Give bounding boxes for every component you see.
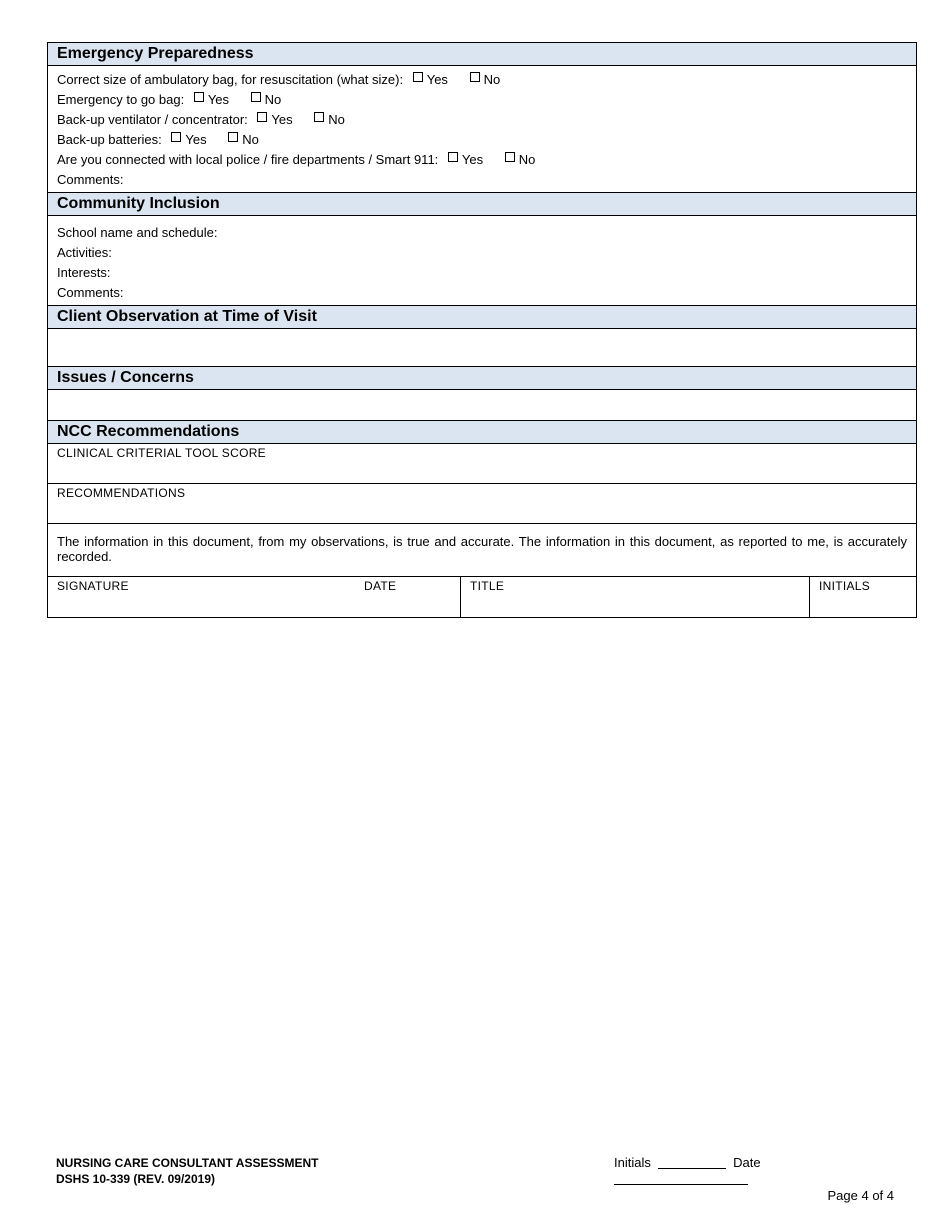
ncc-section-header: NCC Recommendations bbox=[48, 420, 916, 444]
interests-field[interactable]: Interests: bbox=[57, 265, 111, 280]
activities-field[interactable]: Activities: bbox=[57, 245, 112, 260]
no-label: No bbox=[328, 112, 345, 127]
yes-label: Yes bbox=[207, 92, 230, 107]
go-bag-no-checkbox[interactable] bbox=[251, 92, 261, 102]
recommendations-label: RECOMMENDATIONS bbox=[57, 486, 186, 500]
signature-field[interactable] bbox=[48, 577, 461, 617]
ventilator-yes-checkbox[interactable] bbox=[257, 112, 267, 122]
issues-field[interactable] bbox=[48, 390, 916, 420]
police-fire-question: Are you connected with local police / fire departments / Smart 911: bbox=[57, 152, 439, 167]
no-label: No bbox=[264, 92, 282, 107]
attestation-text: The information in this document, from my observations, is true and accurate. The information in this document, as reported to me, is accurately recorded. bbox=[48, 524, 916, 577]
page-number: Page 4 of 4 bbox=[827, 1188, 894, 1203]
ventilator-row bbox=[57, 110, 907, 130]
footer-form-info bbox=[56, 1155, 318, 1187]
footer-date-line[interactable] bbox=[614, 1171, 748, 1185]
batteries-no-checkbox[interactable] bbox=[228, 132, 238, 142]
footer-initials-line[interactable] bbox=[658, 1155, 726, 1169]
date-label: DATE bbox=[364, 579, 397, 593]
signature-label: SIGNATURE bbox=[57, 579, 129, 593]
observation-field[interactable] bbox=[48, 329, 916, 366]
emergency-section-header: Emergency Preparedness bbox=[48, 43, 916, 66]
yes-label: Yes bbox=[185, 132, 207, 147]
form-name: NURSING CARE CONSULTANT ASSESSMENT bbox=[56, 1156, 319, 1170]
community-comments-field[interactable]: Comments: bbox=[57, 285, 124, 300]
no-label: No bbox=[518, 152, 536, 167]
yes-label: Yes bbox=[271, 112, 293, 127]
yes-label: Yes bbox=[461, 152, 484, 167]
footer-initials-label: Initials bbox=[614, 1155, 651, 1170]
footer-initials-date bbox=[614, 1155, 894, 1204]
no-label: No bbox=[483, 72, 501, 87]
police-fire-no-checkbox[interactable] bbox=[505, 152, 515, 162]
title-label: TITLE bbox=[470, 579, 505, 593]
go-bag-yes-checkbox[interactable] bbox=[194, 92, 204, 102]
emergency-comments-field[interactable]: Comments: bbox=[57, 172, 124, 187]
tool-score-label: CLINICAL CRITERIAL TOOL SCORE bbox=[57, 446, 266, 460]
form-id: DSHS 10-339 (REV. 09/2019) bbox=[56, 1172, 215, 1186]
ambu-bag-no-checkbox[interactable] bbox=[470, 72, 480, 82]
signature-row bbox=[48, 577, 916, 617]
ambu-bag-question: Correct size of ambulatory bag, for resuscitation (what size): bbox=[57, 72, 404, 87]
recommendations-field[interactable] bbox=[48, 484, 916, 524]
no-label: No bbox=[242, 132, 259, 147]
assessment-form bbox=[47, 42, 917, 618]
initials-field[interactable] bbox=[810, 577, 916, 617]
initials-label: INITIALS bbox=[819, 579, 871, 593]
community-section-header: Community Inclusion bbox=[48, 192, 916, 216]
go-bag-question: Emergency to go bag: bbox=[57, 92, 185, 107]
tool-score-field[interactable] bbox=[48, 444, 916, 484]
observation-section-header: Client Observation at Time of Visit bbox=[48, 305, 916, 329]
go-bag-row bbox=[57, 90, 907, 110]
school-field[interactable]: School name and schedule: bbox=[57, 225, 218, 240]
ventilator-question: Back-up ventilator / concentrator: bbox=[57, 112, 248, 127]
issues-section-header: Issues / Concerns bbox=[48, 366, 916, 390]
footer-date-label: Date bbox=[733, 1155, 761, 1170]
yes-label: Yes bbox=[426, 72, 448, 87]
batteries-question: Back-up batteries: bbox=[57, 132, 162, 147]
batteries-yes-checkbox[interactable] bbox=[171, 132, 181, 142]
ambu-bag-row bbox=[57, 70, 907, 90]
batteries-row bbox=[57, 130, 907, 150]
police-fire-row bbox=[57, 150, 907, 170]
police-fire-yes-checkbox[interactable] bbox=[448, 152, 458, 162]
emergency-section-body bbox=[48, 66, 916, 192]
title-field[interactable] bbox=[461, 577, 810, 617]
ambu-bag-yes-checkbox[interactable] bbox=[413, 72, 423, 82]
community-section-body bbox=[48, 216, 916, 305]
ventilator-no-checkbox[interactable] bbox=[314, 112, 324, 122]
